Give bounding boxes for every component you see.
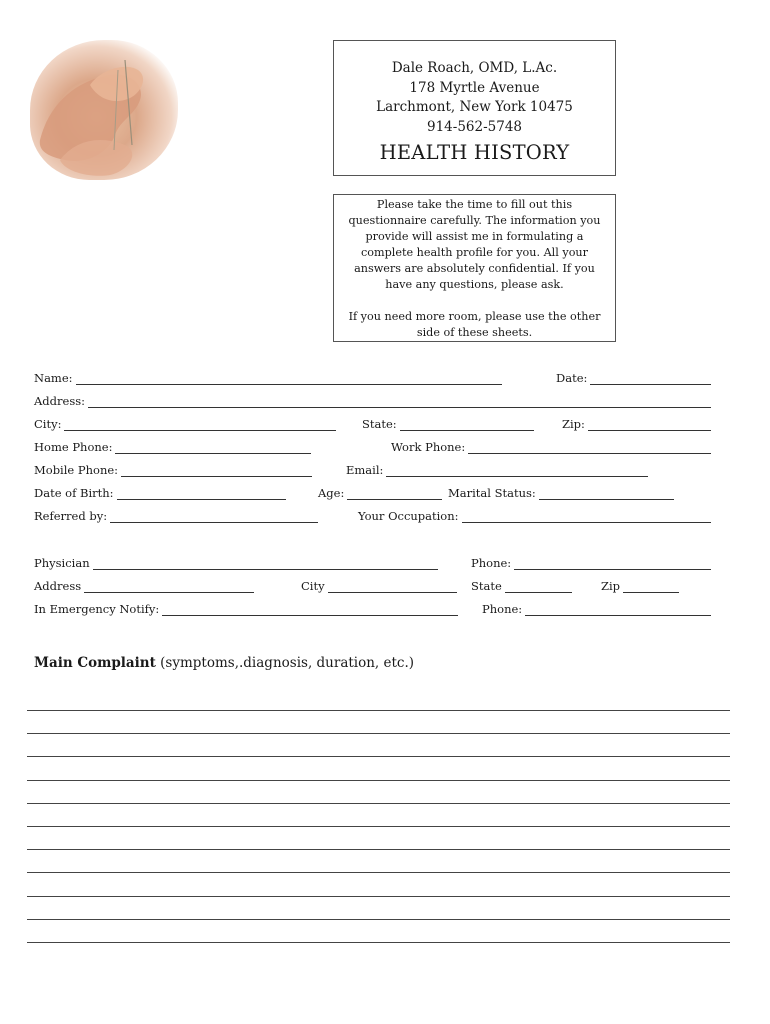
emergency-contact-field[interactable] bbox=[34, 602, 458, 616]
marital-status-label: Marital Status: bbox=[448, 486, 536, 500]
physician-phone-label: Phone: bbox=[471, 556, 512, 570]
complaint-line[interactable] bbox=[27, 826, 730, 827]
instructions-box bbox=[333, 194, 616, 342]
occupation-label: Your Occupation: bbox=[358, 509, 459, 523]
practitioner-street: 178 Myrtle Avenue bbox=[409, 79, 540, 96]
physician-state-label: State bbox=[471, 579, 502, 593]
age-field[interactable] bbox=[318, 486, 442, 500]
state-field[interactable] bbox=[362, 417, 534, 431]
physician-zip-label: Zip bbox=[601, 579, 621, 593]
name-field[interactable] bbox=[34, 371, 502, 385]
physician-field[interactable] bbox=[34, 556, 438, 570]
mobile-phone-label: Mobile Phone: bbox=[34, 463, 119, 477]
complaint-line[interactable] bbox=[27, 919, 730, 920]
address-field[interactable] bbox=[34, 394, 711, 408]
complaint-line[interactable] bbox=[27, 803, 730, 804]
city-label: City: bbox=[34, 417, 62, 431]
physician-city-field[interactable] bbox=[301, 579, 457, 593]
main-complaint-hint: (symptoms,.diagnosis, duration, etc.) bbox=[155, 655, 415, 671]
main-complaint-heading bbox=[34, 654, 414, 672]
work-phone-field[interactable] bbox=[391, 440, 711, 454]
complaint-line[interactable] bbox=[27, 896, 730, 897]
emergency-contact-label: In Emergency Notify: bbox=[34, 602, 160, 616]
acupuncture-photo bbox=[30, 40, 178, 180]
instructions-note: If you need more room, please use the other side of these sheets. bbox=[348, 310, 601, 339]
instructions-text: Please take the time to fill out this questionnaire carefully. The information you provide will assist me in formulating a complete health profile for you. All your answers are absolutely confidential. If you have any questions, please ask. bbox=[348, 198, 601, 291]
home-phone-field[interactable] bbox=[34, 440, 311, 454]
dob-field[interactable] bbox=[34, 486, 286, 500]
age-label: Age: bbox=[318, 486, 345, 500]
date-field[interactable] bbox=[556, 371, 711, 385]
date-label: Date: bbox=[556, 371, 588, 385]
physician-phone-field[interactable] bbox=[471, 556, 711, 570]
zip-label: Zip: bbox=[562, 417, 585, 431]
physician-label: Physician bbox=[34, 556, 90, 570]
referred-by-label: Referred by: bbox=[34, 509, 108, 523]
state-label: State: bbox=[362, 417, 397, 431]
complaint-line[interactable] bbox=[27, 849, 730, 850]
main-complaint-label: Main Complaint bbox=[34, 655, 156, 671]
work-phone-label: Work Phone: bbox=[391, 440, 466, 454]
referred-by-field[interactable] bbox=[34, 509, 318, 523]
occupation-field[interactable] bbox=[358, 509, 711, 523]
complaint-line[interactable] bbox=[27, 710, 730, 711]
form-title: HEALTH HISTORY bbox=[379, 141, 570, 164]
physician-state-field[interactable] bbox=[471, 579, 572, 593]
marital-status-field[interactable] bbox=[448, 486, 674, 500]
mobile-phone-field[interactable] bbox=[34, 463, 312, 477]
practitioner-city: Larchmont, New York 10475 bbox=[376, 99, 573, 115]
physician-city-label: City bbox=[301, 579, 325, 593]
practitioner-phone: 914-562-5748 bbox=[426, 118, 522, 135]
complaint-line[interactable] bbox=[27, 756, 730, 757]
physician-address-field[interactable] bbox=[34, 579, 254, 593]
zip-field[interactable] bbox=[562, 417, 711, 431]
email-field[interactable] bbox=[346, 463, 648, 477]
physician-zip-field[interactable] bbox=[601, 579, 679, 593]
emergency-phone-label: Phone: bbox=[482, 602, 523, 616]
city-field[interactable] bbox=[34, 417, 336, 431]
name-label: Name: bbox=[34, 371, 73, 385]
email-label: Email: bbox=[346, 463, 384, 477]
practitioner-header bbox=[333, 40, 616, 176]
complaint-line[interactable] bbox=[27, 780, 730, 781]
complaint-line[interactable] bbox=[27, 733, 730, 734]
home-phone-label: Home Phone: bbox=[34, 440, 113, 454]
complaint-line[interactable] bbox=[27, 942, 730, 943]
complaint-line[interactable] bbox=[27, 872, 730, 873]
dob-label: Date of Birth: bbox=[34, 486, 114, 500]
emergency-phone-field[interactable] bbox=[482, 602, 711, 616]
physician-address-label: Address bbox=[34, 579, 82, 593]
practitioner-name: Dale Roach, OMD, L.Ac. bbox=[391, 60, 558, 76]
address-label: Address: bbox=[34, 394, 86, 408]
